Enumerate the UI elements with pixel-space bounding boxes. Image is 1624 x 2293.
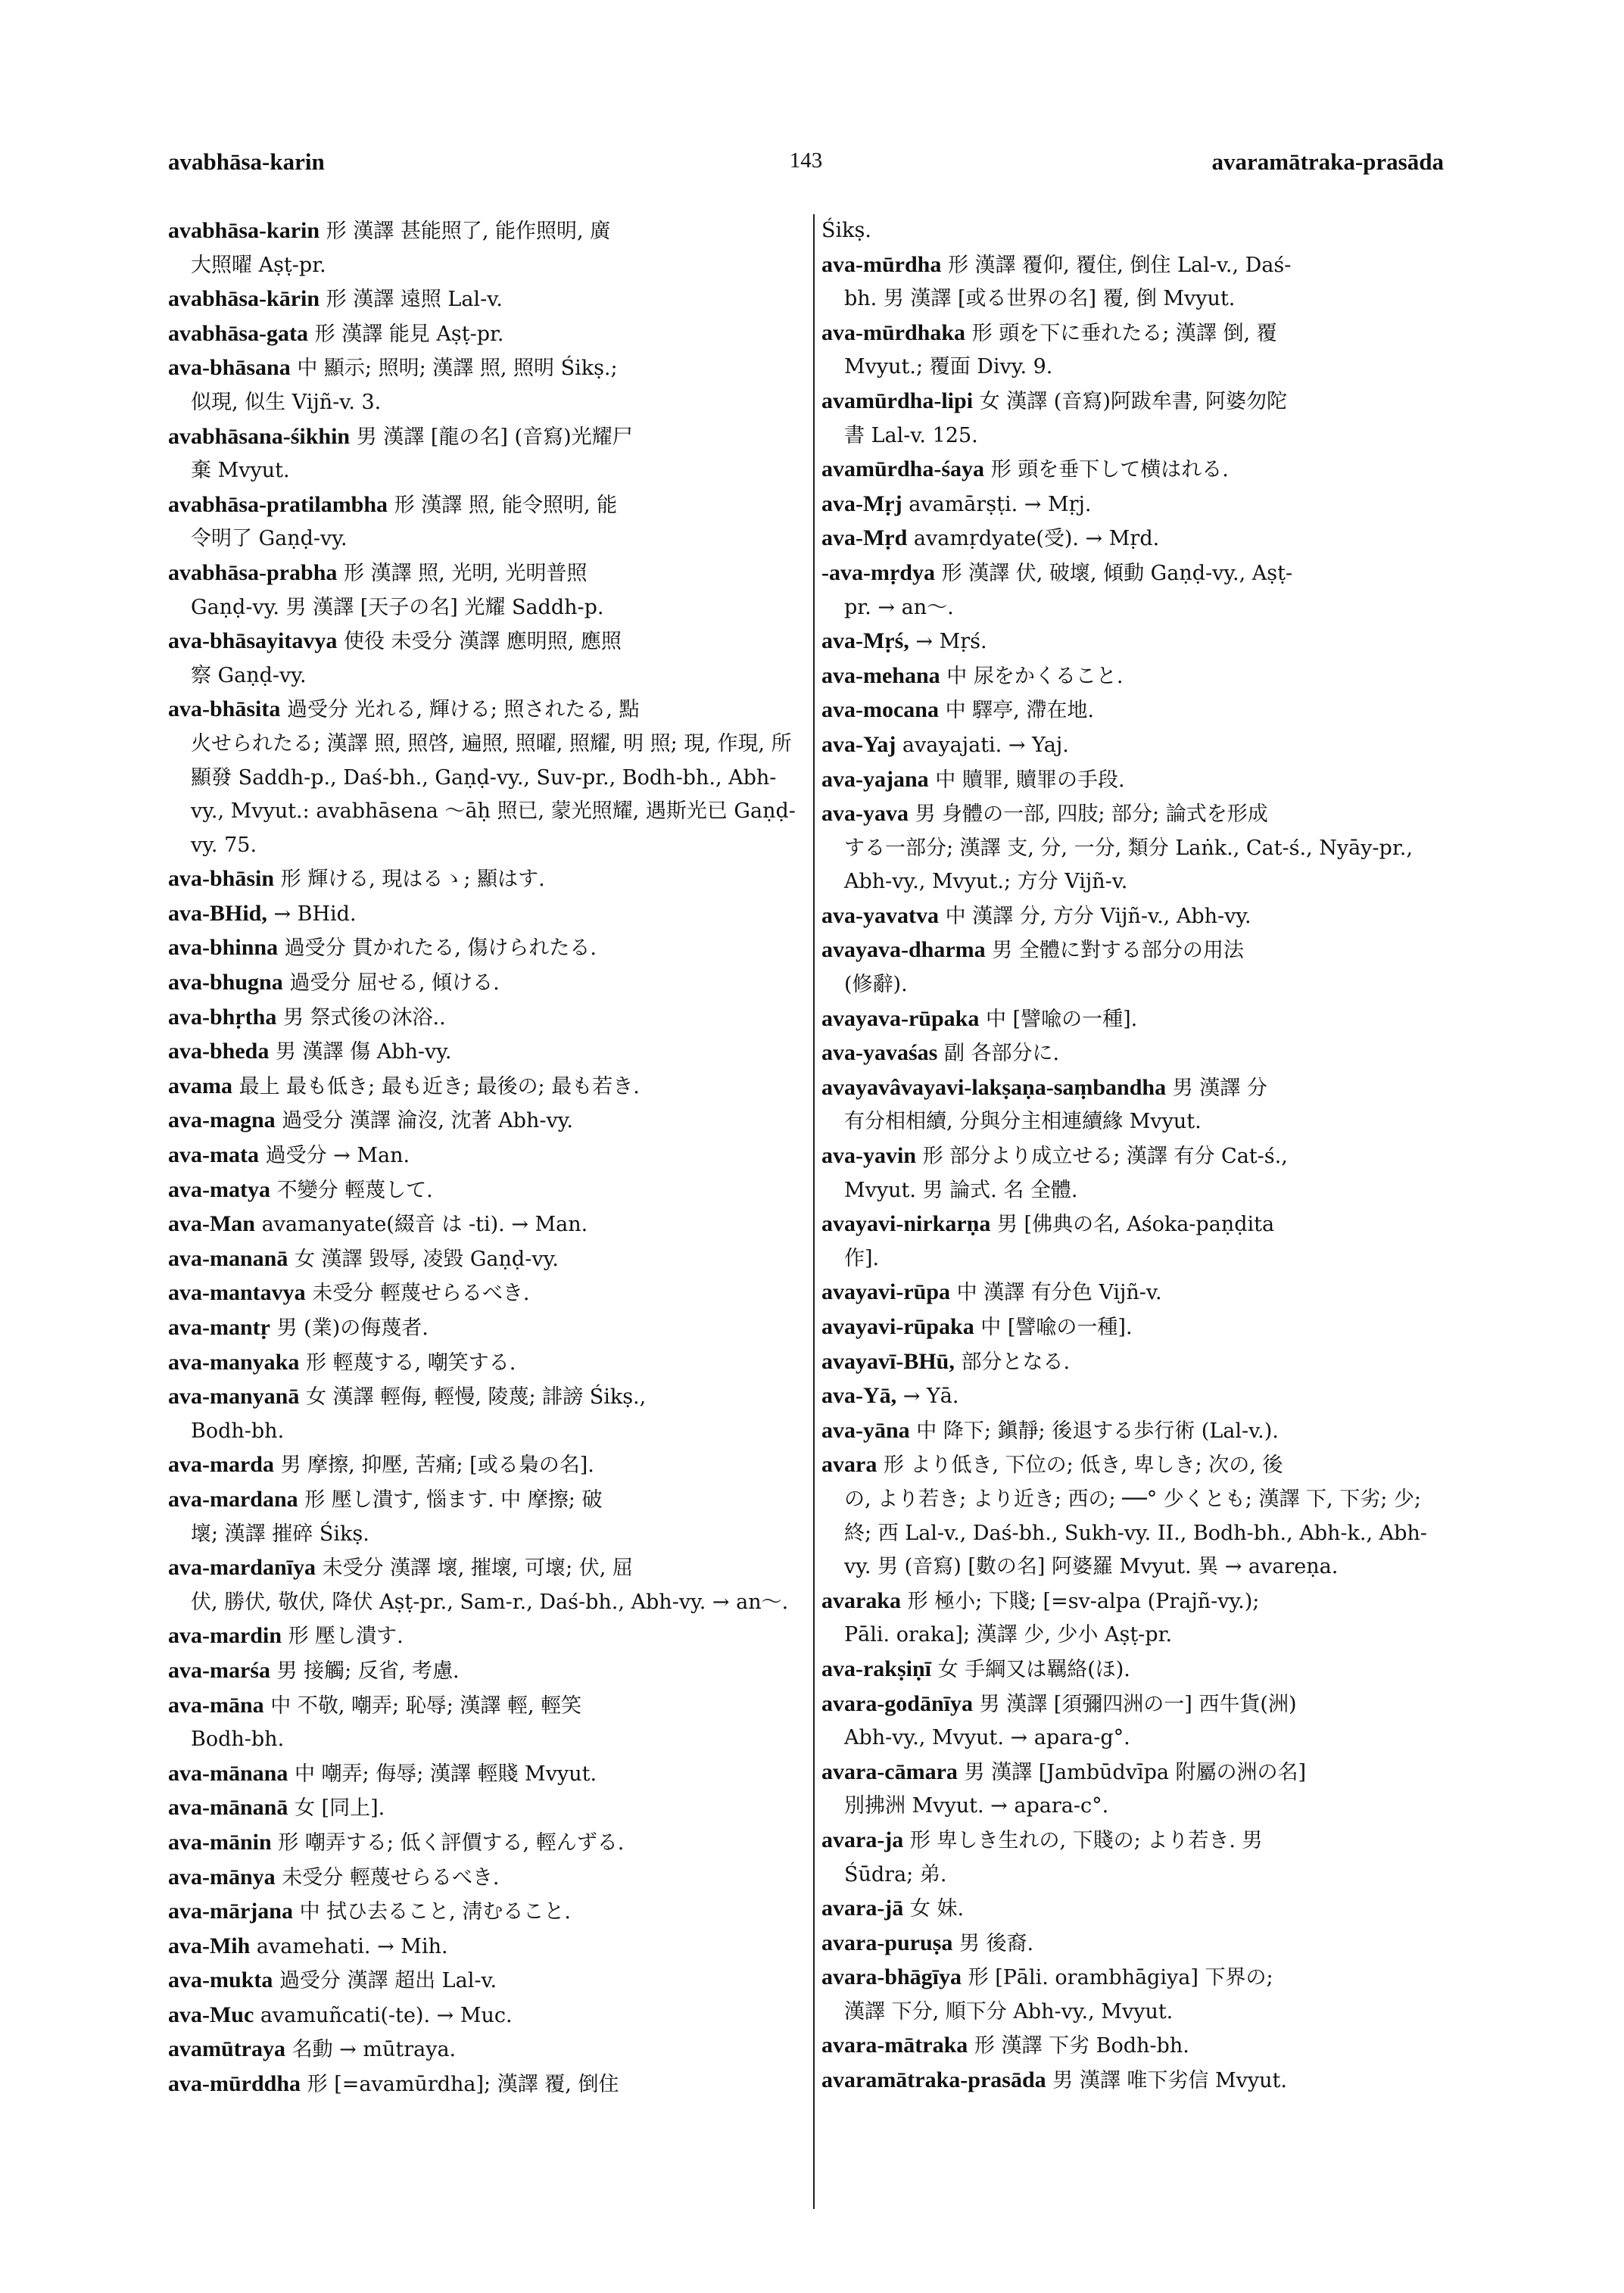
dictionary-entry [168,1104,808,1139]
dictionary-entry [168,897,808,932]
dictionary-entry [168,1276,808,1311]
entry-continuation: 火せられたる; 漢譯 照, 照啓, 遍照, 照曜, 照耀, 明 照; 現, 作現, 所顯發 Saddh-p., Daś-bh., Gaṇḍ-vy., Suv-pr., Bodh-bh., Abh-vy., Mvyut.: avabhāsena 〜āḥ 照已, 蒙光照耀, 遇斯光已 Gaṇḍ-vy. 75. [191,731,796,857]
entry-definition: → BHid. [273,902,357,926]
entry-headword: avara-mātraka [821,2033,968,2058]
dictionary-entry [168,351,808,419]
entry-definition: 名動 → mūtraya. [291,2038,457,2062]
entry-definition: 未受分 漢譯 壞, 摧壞, 可壞; 伏, 屈 [322,1556,633,1581]
entry-headword: ava-mananā [168,1245,288,1271]
entry-headword: ava-manyanā [168,1384,300,1410]
dictionary-entry [168,1448,808,1483]
entry-definition: 使役 未受分 漢譯 應明照, 應照 [343,630,622,654]
dictionary-entry [821,1310,1444,1345]
entry-headword: avara-jā [821,1896,904,1921]
entry-continuation: bh. 男 漢譯 [或る世界の名] 覆, 倒 Mvyut. [844,287,1236,311]
dictionary-entry [821,316,1444,385]
entry-definition: 中 驛亭, 滯在地. [945,699,1094,723]
dictionary-entry [821,1687,1444,1756]
dictionary-entry [168,693,808,862]
entry-definition: 形 [=avamūrdha]; 漢譯 覆, 倒住 [307,2073,619,2097]
entry-headword: ava-yāna [821,1417,910,1443]
entry-definition: 男 後裔. [959,1931,1034,1955]
entry-headword: ava-matya [168,1176,270,1202]
entry-definition: 中 [譬喩の一種]. [985,1007,1138,1031]
dictionary-entry [821,899,1444,934]
entry-continuation: 有分相相續, 分與分主相連續緣 Mvyut. [844,1110,1202,1134]
entry-definition: 副 各部分に. [943,1042,1060,1066]
dictionary-entry [168,966,808,1001]
dictionary-entry [168,1689,808,1757]
dictionary-entry [168,1070,808,1104]
entry-continuation: 令明了 Gaṇḍ-vy. [191,527,348,551]
entry-definition: 形 壓し潰す, 惱ます. 中 摩擦; 破 [304,1488,603,1512]
entry-headword: ava-mantṛ [168,1315,270,1340]
entry-headword: ava-bhāsana [168,355,291,381]
dictionary-entry [821,2029,1444,2064]
entry-headword: ava-mehana [821,662,940,688]
dictionary-entry [821,1207,1444,1276]
entry-definition: → Yā. [902,1385,959,1409]
entry-headword: avaramātraka-prasāda [821,2067,1046,2093]
entry-continuation: の, より若き; より近き; 西の; ──° 少くとも; 漢譯 下, 下劣; 少; 終; 西 Lal-v., Daś-bh., Sukh-vy. II., Bodh-bh., Abh-k., Abh-vy. 男 (音寫) [數の名] 阿婆羅 Mvyut. 異 → avareṇa. [844,1487,1427,1579]
dictionary-entry [168,1895,808,1930]
dictionary-entry [168,1654,808,1689]
dictionary-entry [821,1036,1444,1071]
entry-definition: 形 部分より成立せる; 漢譯 有分 Cat-ś., [922,1145,1288,1169]
entry-headword: avabhāsa-prabha [168,559,338,585]
entry-continuation: Abh-vy., Mvyut. → apara-g°. [844,1726,1130,1750]
dictionary-entry [168,1035,808,1070]
entry-definition: 形 嘲弄する; 低く評價する, 輕んずる. [278,1830,625,1855]
entry-continuation: 書 Lal-v. 125. [844,423,978,447]
entry-headword: avara-puruṣa [821,1930,953,1955]
entry-headword: avabhāsa-pratilambha [168,491,388,517]
entry-definition: 女 妹. [909,1897,965,1921]
left-column [168,214,808,2258]
dictionary-entry [168,1242,808,1277]
dictionary-entry [821,453,1444,488]
dictionary-entry [168,1999,808,2033]
dictionary-entry [168,1173,808,1208]
dictionary-entry [168,1207,808,1242]
dictionary-entry [821,1139,1444,1207]
entry-definition: 男 (業)の侮蔑者. [276,1316,429,1340]
entry-definition: 男 接觸; 反省, 考慮. [276,1659,460,1683]
entry-headword: ava-mārjana [168,1899,293,1924]
entry-headword: avabhāsa-kārin [168,286,320,312]
entry-definition: 部分となる. [961,1350,1071,1374]
entry-definition: 中 [譬喩の一種]. [980,1316,1133,1339]
entry-definition: 過受分 光れる, 輝ける; 照されたる, 點 [286,698,640,722]
dictionary-entry [168,2067,808,2102]
entry-headword: ava-māna [168,1692,264,1718]
entry-definition: 形 漢譯 照, 能令照明, 能 [394,493,618,517]
entry-headword: avayava-dharma [821,937,986,963]
dictionary-entry [168,1311,808,1346]
entry-definition: Śikṣ. [821,219,871,242]
entry-headword: ava-magna [168,1108,276,1133]
dictionary-entry [821,522,1444,556]
entry-headword: avayava-rūpaka [821,1005,980,1031]
entry-continuation: Bodh-bh. [191,1728,285,1752]
entry-headword: ava-mānana [168,1760,288,1786]
entry-headword: ava-Yaj [821,731,896,757]
entry-headword: ava-yavatva [821,902,939,928]
entry-headword: -ava-mṛdya [821,559,935,585]
entry-continuation: 別拂洲 Mvyut. → apara-c°. [844,1794,1109,1818]
dictionary-entry [168,625,808,693]
dictionary-entry [168,1619,808,1654]
entry-definition: → Mṛś. [915,630,987,654]
dictionary-entry [821,659,1444,694]
dictionary-entry [821,625,1444,659]
entry-headword: ava-mānin [168,1829,272,1855]
entry-definition: 形 漢譯 覆仰, 覆住, 倒住 Lal-v., Daś- [947,253,1292,277]
entry-headword: avara-godānīya [821,1690,974,1716]
entry-headword: ava-mukta [168,1967,273,1993]
entry-definition: 中 尿をかくること. [946,664,1124,688]
entry-continuation: Mvyut.; 覆面 Divy. 9. [844,355,1053,379]
entry-headword: ava-yavin [821,1143,917,1169]
entry-definition: 男 漢譯 傷 Abh-vy. [275,1040,452,1064]
entry-headword: ava-mānanā [168,1795,288,1821]
entry-definition: 未受分 輕蔑せらるべき. [312,1282,530,1306]
entry-headword: ava-bhāsita [168,696,281,722]
entry-headword: ava-marśa [168,1657,270,1683]
entry-headword: avayavī-BHū, [821,1348,955,1374]
entry-definition: 中 不敬, 嘲弄; 恥辱; 漢譯 輕, 輕笑 [270,1693,582,1718]
dictionary-entry [168,1551,808,1619]
entry-headword: ava-Muc [168,2002,254,2027]
entry-definition: avamuñcati(-te). → Muc. [260,2003,513,2027]
entry-continuation: 棄 Mvyut. [191,459,290,483]
dictionary-entry [168,282,808,317]
header-right-guide-word: avaramātraka-prasāda [1211,148,1444,175]
dictionary-entry [821,693,1444,728]
dictionary-entry [821,385,1444,453]
entry-headword: ava-mardanīya [168,1555,316,1581]
entry-headword: avara-cāmara [821,1759,958,1784]
page-header [168,148,1444,186]
entry-definition: avayajati. → Yaj. [902,733,1069,757]
dictionary-entry [821,1892,1444,1927]
entry-definition: 形 漢譯 下劣 Bodh-bh. [974,2034,1189,2058]
right-column [821,214,1444,2258]
entry-definition: 過受分 → Man. [265,1144,410,1168]
dictionary-entry [168,931,808,966]
entry-definition: 形 卑しき生れの, 下賤の; より若き. 男 [909,1828,1263,1852]
entry-definition: 最上 最も低き; 最も近き; 最後の; 最も若き. [238,1074,640,1098]
entry-continuation: 漢譯 下分, 順下分 Abh-vy., Mvyut. [844,1999,1174,2024]
entry-headword: ava-rakṣiṇī [821,1656,932,1681]
dictionary-entry [821,1584,1444,1653]
entry-headword: avamūrdha-lipi [821,388,974,413]
dictionary-entry [168,1001,808,1036]
entry-definition: 形 より低き, 下位の; 低き, 卑しき; 次の, 後 [883,1453,1283,1478]
entry-headword: ava-Man [168,1211,255,1237]
entry-headword: ava-Mih [168,1933,251,1958]
entry-definition: 形 輕蔑する, 嘲笑する. [305,1351,516,1375]
dictionary-entry [821,556,1444,625]
entry-headword: ava-mardin [168,1623,282,1649]
dictionary-entry [821,933,1444,1002]
entry-headword: avayavâvayavi-lakṣaṇa-saṃbandha [821,1074,1167,1100]
entry-definition: 男 祭式後の沐浴.. [282,1005,446,1030]
entry-headword: avayavi-rūpaka [821,1314,974,1339]
entry-headword: avamūtraya [168,2036,285,2062]
entry-headword: avara-bhāgīya [821,1964,962,1990]
dictionary-entry [168,1791,808,1826]
entry-headword: ava-bheda [168,1039,270,1064]
entry-definition: 中 顯示; 照明; 漢譯 照, 照明 Śikṣ.; [297,357,618,381]
entry-definition: 形 極小; 下賤; [=sv-alpa (Prajñ-vy.); [907,1589,1260,1613]
entry-headword: ava-bhugna [168,970,283,995]
entry-definition: 男 全體に對する部分の用法 [992,939,1244,963]
entry-definition: 女 漢譯 毀辱, 凌毀 Gaṇḍ-vy. [294,1247,559,1271]
entry-definition: 女 [同上]. [294,1796,385,1821]
entry-headword: avama [168,1073,232,1098]
entry-definition: 中 降下; 鎭靜; 後退する歩行術 (Lal-v.). [916,1419,1279,1443]
entry-headword: avabhāsa-gata [168,320,309,346]
entry-continuation: 壞; 漢譯 摧碎 Śikṣ. [191,1522,369,1546]
entry-headword: avabhāsana-śikhin [168,423,351,449]
entry-definition: 形 漢譯 遠照 Lal-v. [326,288,503,312]
dictionary-entry [168,420,808,488]
entry-headword: ava-mantavya [168,1280,306,1306]
dictionary-entry [168,1757,808,1792]
entry-headword: avamūrdha-śaya [821,456,985,482]
entry-continuation: Gaṇḍ-vy. 男 漢譯 [天子の名] 光耀 Saddh-p. [191,595,604,619]
entry-definition: 男 [佛典の名, Aśoka-paṇḍita [996,1213,1275,1237]
entry-definition: 男 漢譯 分 [1172,1076,1267,1100]
entry-definition: 男 漢譯 [Jambūdvīpa 附屬の洲の名] [964,1760,1307,1784]
dictionary-entry [821,214,1444,248]
dictionary-entry [821,728,1444,763]
dictionary-entry [821,1379,1444,1414]
entry-definition: 男 漢譯 [須彌四洲の一] 西牛貨(洲) [979,1692,1297,1716]
entry-headword: ava-BHid, [168,900,267,926]
entry-definition: 男 摩擦, 抑壓, 苦痛; [或る梟の名]. [280,1453,594,1478]
entry-headword: avabhāsa-karin [168,218,320,243]
entry-headword: ava-mūrdha [821,251,942,277]
dictionary-entry [821,1071,1444,1139]
dictionary-entry [168,1861,808,1896]
entry-definition: 女 手綱又は羈絡(ほ). [937,1657,1130,1681]
entry-definition: 形 壓し潰す. [288,1625,404,1649]
entry-definition: 中 漢譯 分, 方分 Vijñ-v., Abh-vy. [945,904,1252,928]
entry-headword: ava-mānya [168,1864,276,1890]
dictionary-entry [821,2064,1444,2098]
dictionary-entry [168,214,808,282]
entry-definition: 形 頭を垂下して横はれる. [990,458,1229,482]
entry-definition: 過受分 漢譯 淪沒, 沈著 Abh-vy. [282,1109,573,1133]
entry-continuation: 察 Gaṇḍ-vy. [191,663,307,687]
entry-definition: avamanyate(綴音 は -ti). → Man. [261,1213,588,1237]
column-divider [813,214,815,2209]
entry-definition: 過受分 貫かれたる, 傷けられたる. [284,936,597,961]
entry-continuation: Śūdra; 弟. [844,1862,947,1886]
entry-headword: ava-yajana [821,766,929,792]
entry-headword: avayavi-nirkarṇa [821,1211,991,1237]
entry-headword: ava-bhinna [168,935,279,961]
entry-definition: avamṛdyate(受). → Mṛd. [913,527,1160,551]
entry-continuation: 作]. [844,1246,880,1270]
entry-headword: ava-mata [168,1142,259,1168]
entry-headword: ava-manyaka [168,1349,300,1375]
entry-definition: 女 漢譯 輕侮, 輕慢, 陵蔑; 誹謗 Śikṣ., [305,1385,647,1410]
entry-definition: 過受分 屈せる, 傾ける. [289,971,500,995]
entry-definition: 形 漢譯 照, 光明, 光明普照 [344,561,588,585]
entry-headword: avara [821,1452,877,1478]
dictionary-entry [821,763,1444,798]
entry-continuation: Pāli. oraka]; 漢譯 少, 少小 Aṣṭ-pr. [844,1623,1173,1647]
dictionary-entry [168,1930,808,1964]
entry-headword: ava-mūrdhaka [821,319,966,345]
dictionary-entry [168,556,808,625]
entry-definition: 形 頭を下に垂れたる; 漢譯 倒, 覆 [971,321,1277,345]
entry-definition: 男 身體の一部, 四肢; 部分; 論式を形成 [915,802,1268,827]
dictionary-entry [821,797,1444,899]
dictionary-entry [821,1345,1444,1380]
entry-continuation: 大照曜 Aṣṭ-pr. [191,253,326,277]
entry-headword: ava-mardana [168,1486,298,1512]
entry-definition: 男 漢譯 [龍の名] (音寫)光耀尸 [356,425,633,449]
entry-definition: avamārṣṭi. → Mṛj. [909,492,1092,516]
entry-headword: avara-ja [821,1827,904,1852]
entry-definition: 過受分 漢譯 超出 Lal-v. [279,1969,497,1993]
entry-headword: ava-mūrddha [168,2071,301,2097]
dictionary-entry [821,1824,1444,1892]
entry-definition: 中 漢譯 有分色 Vijñ-v. [956,1281,1162,1305]
dictionary-entry [168,2033,808,2067]
dictionary-entry [168,1380,808,1448]
entry-definition: 中 拭ひ去ること, 淸むること. [299,1900,571,1924]
entry-definition: avamehati. → Mih. [256,1934,448,1958]
entry-headword: ava-bhāsin [168,866,275,892]
entry-definition: 男 漢譯 唯下劣信 Mvyut. [1052,2069,1287,2093]
entry-continuation: 似現, 似生 Vijñ-v. 3. [191,390,382,414]
entry-headword: ava-Mṛd [821,525,908,551]
dictionary-entry [168,1139,808,1173]
dictionary-entry [821,1276,1444,1310]
entry-headword: ava-yava [821,801,909,827]
dictionary-entry [168,1346,808,1381]
entry-continuation: 伏, 勝伏, 敬伏, 降伏 Aṣṭ-pr., Sam-r., Daś-bh., Abh-vy. → an〜. [191,1590,789,1614]
dictionary-entry [821,1414,1444,1449]
entry-definition: 中 嘲弄; 侮辱; 漢譯 輕賤 Mvyut. [294,1762,597,1786]
entry-headword: ava-mocana [821,697,939,723]
dictionary-entry [821,488,1444,522]
entry-definition: 形 [Pāli. orambhāgiya] 下界の; [968,1966,1273,1990]
dictionary-entry [821,1961,1444,2029]
entry-headword: ava-yavaśas [821,1040,938,1066]
dictionary-entry [821,1927,1444,1961]
dictionary-entry [821,1756,1444,1824]
page-number: 143 [789,148,823,173]
entry-headword: ava-Mṛś, [821,628,909,654]
entry-headword: avayavi-rūpa [821,1279,951,1305]
entry-definition: 未受分 輕蔑せらるべき. [282,1865,500,1890]
dictionary-entry [168,488,808,556]
dictionary-entry [821,1448,1444,1584]
dictionary-entry [821,1002,1444,1037]
entry-definition: 不變分 輕蔑して. [276,1178,433,1202]
entry-headword: ava-Mṛj [821,491,902,516]
dictionary-entry [168,1483,808,1551]
entry-continuation: する一部分; 漢譯 支, 分, 一分, 類分 Laṅk., Cat-ś., Nyāy-pr., Abh-vy., Mvyut.; 方分 Vijñ-v. [844,836,1413,894]
entry-headword: ava-marda [168,1452,274,1478]
entry-continuation: Mvyut. 男 論式. 名 全體. [844,1178,1078,1202]
entry-headword: ava-Yā, [821,1383,897,1409]
dictionary-entry [168,1964,808,1999]
entry-definition: 形 漢譯 伏, 破壞, 傾動 Gaṇḍ-vy., Aṣṭ- [941,561,1293,585]
entry-continuation: (修辭). [844,973,908,997]
entry-definition: 女 漢譯 (音寫)阿跋牟書, 阿婆勿陀 [979,389,1288,413]
entry-definition: 形 漢譯 甚能照了, 能作照明, 廣 [326,220,611,243]
dictionary-entry [168,862,808,897]
entry-headword: avaraka [821,1587,901,1613]
entry-definition: 形 輝ける, 現はるゝ; 顯はす. [280,868,545,892]
entry-headword: ava-bhāsayitavya [168,628,338,654]
dictionary-entry [821,248,1444,316]
entry-definition: 形 漢譯 能見 Aṣṭ-pr. [314,322,504,346]
header-left-guide-word: avabhāsa-karin [168,148,325,175]
entry-headword: ava-bhṛtha [168,1004,277,1030]
dictionary-entry [821,1653,1444,1687]
entry-definition: 中 贖罪, 贖罪の手段. [935,768,1125,792]
entry-continuation: Bodh-bh. [191,1419,285,1443]
entry-continuation: pr. → an〜. [844,595,954,619]
dictionary-entry [168,317,808,352]
dictionary-entry [168,1826,808,1861]
